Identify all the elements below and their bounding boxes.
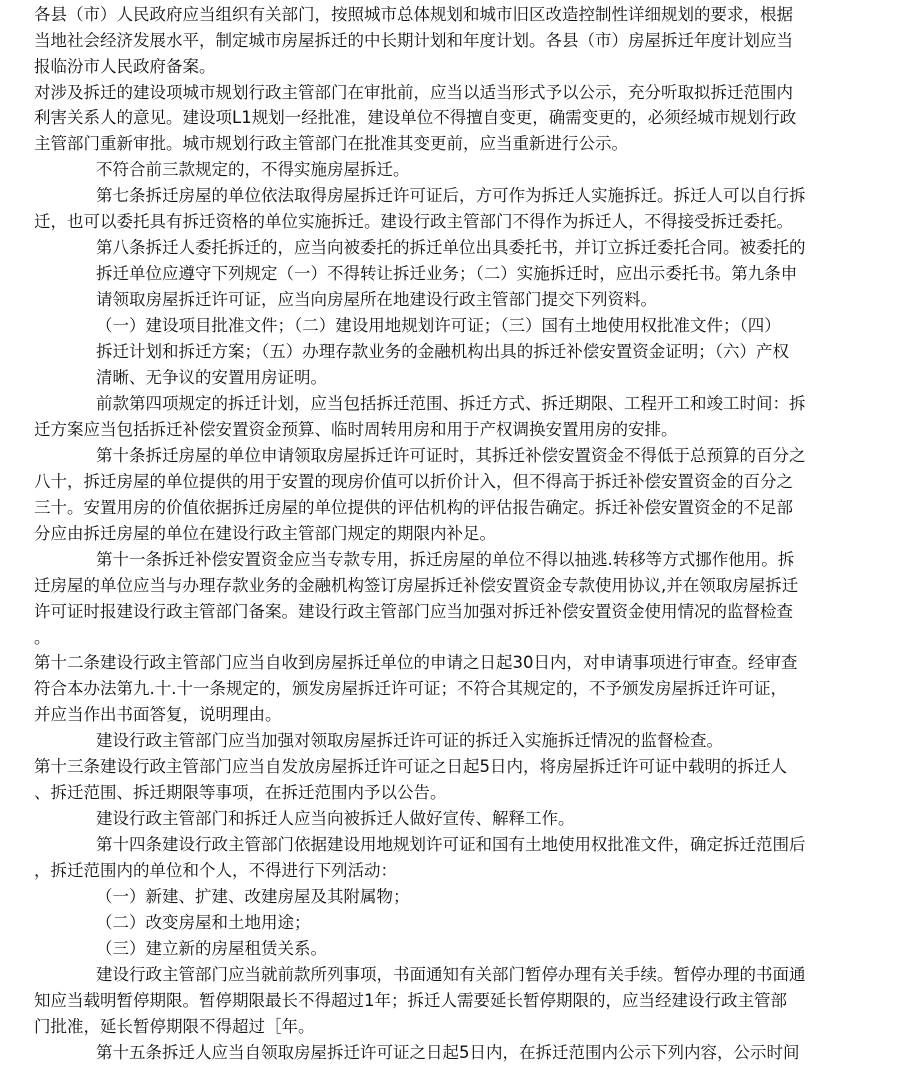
text-line: 第十一条拆迁补偿安置资金应当专款专用，拆迁房屋的单位不得以抽逃.转移等方式挪作他用。拆: [96, 550, 795, 569]
text-line: 三十。安置用房的价值依据拆迁房屋的单位提供的评估机构的评估报告确定。拆迁补偿安置资金的不足部: [34, 498, 793, 517]
text-line: 门批准，延长暂停期限不得超过［年。: [34, 1017, 315, 1036]
text-line: 八十，拆迁房屋的单位提供的用于安置的现房价值可以折价计入，但不得高于拆迁补偿安置资金的百分之: [34, 472, 793, 491]
text-line: 迁房屋的单位应当与办理存款业务的金融机构签订房屋拆迁补偿安置资金专款使用协议,并在领取房屋拆迁: [34, 576, 799, 595]
text-line: 分应由拆迁房屋的单位在建设行政主管部门规定的期限内补足。: [34, 524, 496, 543]
text-line: 第十条拆迁房屋的单位申请领取房屋拆迁许可证时，其拆迁补偿安置资金不得低于总预算的百分之: [96, 446, 806, 465]
text-line: 各县（市）人民政府应当组织有关部门，按照城市总体规划和城市旧区改造控制性详细规划的要求，根据: [34, 5, 793, 24]
text-line: 拆迁计划和拆迁方案；（五）办理存款业务的金融机构出具的拆迁补偿安置资金证明；（六）产权: [96, 342, 789, 361]
text-line: 对涉及拆迁的建设项城市规划行政主管部门在审批前，应当以适当形式予以公示，充分听取拟拆迁范围内: [34, 83, 793, 102]
text-line: 第八条拆迁人委托拆迁的，应当向被委托的拆迁单位出具委托书，并订立拆迁委托合同。被委托的: [96, 238, 806, 257]
text-line: （一）新建、扩建、改建房屋及其附属物；: [96, 887, 410, 906]
text-line: 不符合前三款规定的，不得实施房屋拆迁。: [96, 160, 410, 179]
text-line: 请领取房屋拆迁许可证，应当向房屋所在地建设行政主管部门提交下列资料。: [96, 290, 657, 309]
text-line: 拆迁单位应遵守下列规定（一）不得转让拆迁业务；（二）实施拆迁时，应出示委托书。第九条申: [96, 264, 798, 283]
text-line: 第十五条拆迁人应当自领取房屋拆迁许可证之日起5日内，在拆迁范围内公示下列内容，公示时间: [96, 1043, 800, 1062]
text-line: 报临汾市人民政府备案。: [34, 57, 216, 76]
text-line: 第十三条建设行政主管部门应当自发放房屋拆迁许可证之日起5日内，将房屋拆迁许可证中载明的拆迁人: [34, 757, 787, 776]
text-line: 第七条拆迁房屋的单位依法取得房屋拆迁许可证后，方可作为拆迁人实施拆迁。拆迁人可以自行拆: [96, 186, 806, 205]
text-line: 清晰、无争议的安置用房证明。: [96, 368, 327, 387]
text-line: 符合本办法第九.十.十一条规定的，颁发房屋拆迁许可证；不符合其规定的，不予颁发房屋拆迁许可证，: [34, 679, 787, 698]
text-line: 当地社会经济发展水平，制定城市房屋拆迁的中长期计划和年度计划。各县（市）房屋拆迁年度计划应当: [34, 31, 793, 50]
text-line: 前款第四项规定的拆迁计划，应当包括拆迁范围、拆迁方式、拆迁期限、工程开工和竣工时间：拆: [96, 394, 806, 413]
text-line: 知应当载明暂停期限。暂停期限最长不得超过1年；拆迁人需要延长暂停期限的，应当经建设行政主管部: [34, 991, 787, 1010]
text-line: ，拆迁范围内的单位和个人，不得进行下列活动：: [34, 861, 397, 880]
text-line: （二）改变房屋和土地用途；: [96, 913, 311, 932]
text-line: 迁方案应当包括拆迁补偿安置资金预算、临时周转用房和用于产权调换安置用房的安排。: [34, 420, 678, 439]
text-line: 建设行政主管部门应当就前款所列事项，书面通知有关部门暂停办理有关手续。暂停办理的书面通: [96, 965, 806, 984]
text-line: 、拆迁范围、拆迁期限等事项，在拆迁范围内予以公告。: [34, 783, 447, 802]
text-line: 迁，也可以委托具有拆迁资格的单位实施拆迁。建设行政主管部门不得作为拆迁人，不得接受拆迁委托。: [34, 212, 793, 231]
text-line: 建设行政主管部门应当加强对领取房屋拆迁许可证的拆迁入实施拆迁情况的监督检查。: [96, 731, 723, 750]
text-line: 并应当作出书面答复，说明理由。: [34, 705, 282, 724]
text-line: 建设行政主管部门和拆迁人应当向被拆迁人做好宣传、解释工作。: [96, 809, 575, 828]
text-line: 利害关系人的意见。建设项L1规划一经批准，建设单位不得擅自变更，确需变更的，必须经城市规划行政: [34, 108, 797, 127]
text-line: 许可证时报建设行政主管部门备案。建设行政主管部门应当加强对拆迁补偿安置资金使用情况的监督检查: [34, 602, 793, 621]
text-line: 第十四条建设行政主管部门依据建设用地规划许可证和国有土地使用权批准文件，确定拆迁范围后: [96, 835, 806, 854]
text-line: 第十二条建设行政主管部门应当自收到房屋拆迁单位的申请之日起30日内，对申请事项进行审查。经审查: [34, 653, 798, 672]
text-line: （三）建立新的房屋租赁关系。: [96, 939, 327, 958]
text-line: （一）建设项目批准文件；（二）建设用地规划许可证；（三）国有土地使用权批准文件；（四）: [96, 316, 781, 335]
text-line: 主管部门重新审批。城市规划行政主管部门在批准其变更前，应当重新进行公示。: [34, 134, 628, 153]
text-line: 。: [34, 628, 51, 647]
